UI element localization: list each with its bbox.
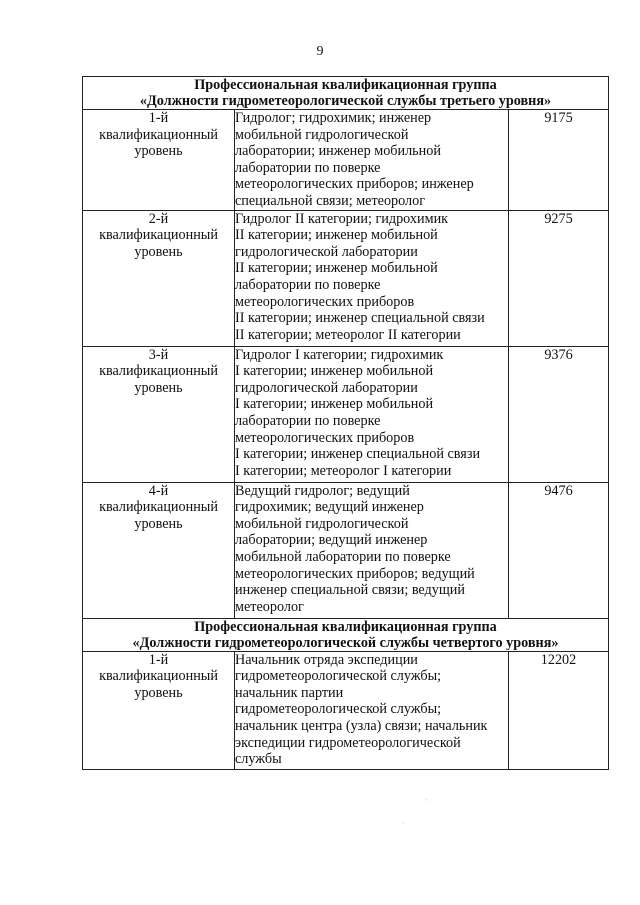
table-row xyxy=(83,346,609,482)
salary-cell: 9376 xyxy=(509,346,609,482)
level-number: 1-й xyxy=(148,651,169,668)
level-cell xyxy=(83,482,235,618)
level-number: 2-й xyxy=(148,210,169,227)
table-row xyxy=(83,651,609,769)
page-number: 9 xyxy=(316,44,324,59)
scan-speck: · xyxy=(402,818,405,828)
level-suffix: уровень xyxy=(134,243,183,260)
level-suffix: уровень xyxy=(134,515,183,532)
level-suffix: уровень xyxy=(134,684,183,701)
group-header-level-4 xyxy=(83,618,609,651)
table-row xyxy=(83,110,609,211)
positions-cell: Начальник отряда экспедиции гидрометеорологической службы; начальник партии гидрометеорологической службы; начальник центра (узла) связи; начальник экспедиции гидрометеорологической службы xyxy=(235,651,509,769)
scan-speck: · xyxy=(425,795,428,805)
positions-cell: Гидролог; гидрохимик; инженер мобильной гидрологической лаборатории; инженер мобильной лаборатории по поверке метеорологических приборов; инженер специальной связи; метеоролог xyxy=(235,110,509,211)
group-title-line1: Профессиональная квалификационная группа xyxy=(194,77,497,93)
level-number: 4-й xyxy=(148,482,169,499)
group-header-level-3 xyxy=(83,77,609,110)
positions-cell: Гидролог II категории; гидрохимик II категории; инженер мобильной гидрологической лаборатории II категории; инженер мобильной лаборатории по поверке метеорологических приборов II категории; инженер специальной связи II категории; метеоролог II категории xyxy=(235,210,509,346)
salary-table xyxy=(82,76,609,770)
level-cell xyxy=(83,346,235,482)
level-suffix: уровень xyxy=(134,143,183,160)
salary-cell: 9275 xyxy=(509,210,609,346)
level-number: 3-й xyxy=(148,346,169,363)
positions-cell: Гидролог I категории; гидрохимик I категории; инженер мобильной гидрологической лаборатории I категории; инженер мобильной лаборатории по поверке метеорологических приборов I категории; инженер специальной связи I категории; метеоролог I категории xyxy=(235,346,509,482)
level-cell xyxy=(83,110,235,211)
salary-cell: 12202 xyxy=(509,651,609,769)
level-number: 1-й xyxy=(148,110,169,126)
group-title-cell xyxy=(83,77,609,110)
group-title-line2: «Должности гидрометеорологической службы третьего уровня» xyxy=(139,93,552,109)
positions-cell: Ведущий гидролог; ведущий гидрохимик; ведущий инженер мобильной гидрологической лаборатории; ведущий инженер мобильной лаборатории по поверке метеорологических приборов; ведущий инженер специальной связи; ведущий метеоролог xyxy=(235,482,509,618)
level-word: квалификационный xyxy=(99,227,218,244)
level-word: квалификационный xyxy=(99,126,218,143)
level-word: квалификационный xyxy=(99,499,218,516)
level-cell xyxy=(83,651,235,769)
level-suffix: уровень xyxy=(134,379,183,396)
salary-cell: 9175 xyxy=(509,110,609,211)
group-title-line2: «Должности гидрометеорологической службы четвертого уровня» xyxy=(132,634,559,651)
level-word: квалификационный xyxy=(99,363,218,380)
salary-cell: 9476 xyxy=(509,482,609,618)
level-cell xyxy=(83,210,235,346)
level-word: квалификационный xyxy=(99,668,218,685)
group-title-cell xyxy=(83,618,609,651)
table-row xyxy=(83,210,609,346)
group-title-line1: Профессиональная квалификационная группа xyxy=(194,618,497,635)
table-row xyxy=(83,482,609,618)
